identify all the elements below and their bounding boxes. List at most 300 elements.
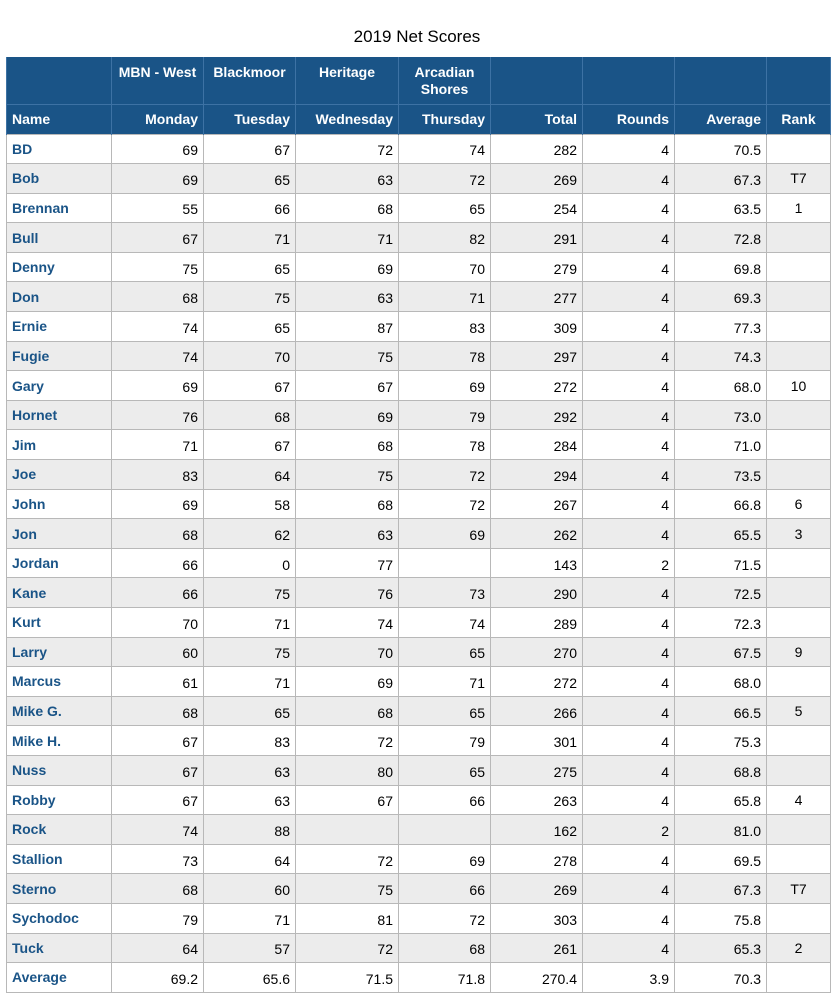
rank-value xyxy=(767,963,831,993)
score-tuesday: 65 xyxy=(204,164,296,194)
score-tuesday: 60 xyxy=(204,874,296,904)
score-thursday: 72 xyxy=(399,489,491,519)
score-monday: 68 xyxy=(112,696,204,726)
score-tuesday: 71 xyxy=(204,608,296,638)
table-title: 2019 Net Scores xyxy=(353,27,481,46)
score-wednesday: 74 xyxy=(296,608,399,638)
score-monday: 69.2 xyxy=(112,963,204,993)
score-thursday: 71 xyxy=(399,667,491,697)
score-total: 301 xyxy=(491,726,583,756)
score-total: 282 xyxy=(491,134,583,164)
score-total: 270 xyxy=(491,637,583,667)
score-thursday: 78 xyxy=(399,341,491,371)
score-wednesday: 67 xyxy=(296,371,399,401)
column-header-total: Total xyxy=(491,104,583,134)
score-total: 289 xyxy=(491,608,583,638)
rank-value xyxy=(767,608,831,638)
score-total: 266 xyxy=(491,696,583,726)
rank-value: 9 xyxy=(767,637,831,667)
score-thursday: 78 xyxy=(399,430,491,460)
score-tuesday: 58 xyxy=(204,489,296,519)
score-thursday: 65 xyxy=(399,696,491,726)
rank-value xyxy=(767,903,831,933)
score-average: 73.0 xyxy=(675,400,767,430)
score-average: 73.5 xyxy=(675,460,767,490)
score-tuesday: 65 xyxy=(204,252,296,282)
score-total: 297 xyxy=(491,341,583,371)
venue-header-row xyxy=(7,57,831,104)
player-name: John xyxy=(7,489,112,519)
score-thursday: 83 xyxy=(399,312,491,342)
column-header-name: Name xyxy=(7,104,112,134)
player-name: Joe xyxy=(7,460,112,490)
score-monday: 74 xyxy=(112,312,204,342)
score-wednesday: 76 xyxy=(296,578,399,608)
score-wednesday: 75 xyxy=(296,341,399,371)
rank-value xyxy=(767,578,831,608)
score-wednesday: 75 xyxy=(296,874,399,904)
table-row xyxy=(7,726,831,756)
player-name: Fugie xyxy=(7,341,112,371)
table-row xyxy=(7,578,831,608)
score-average: 67.3 xyxy=(675,874,767,904)
player-name: Nuss xyxy=(7,755,112,785)
rounds-count: 3.9 xyxy=(583,963,675,993)
score-total: 303 xyxy=(491,903,583,933)
score-average: 75.3 xyxy=(675,726,767,756)
rounds-count: 4 xyxy=(583,785,675,815)
score-wednesday: 72 xyxy=(296,933,399,963)
average-row xyxy=(7,963,831,993)
score-total: 272 xyxy=(491,667,583,697)
score-monday: 68 xyxy=(112,282,204,312)
score-average: 69.8 xyxy=(675,252,767,282)
score-thursday: 72 xyxy=(399,903,491,933)
player-name: Robby xyxy=(7,785,112,815)
score-tuesday: 63 xyxy=(204,755,296,785)
score-average: 75.8 xyxy=(675,903,767,933)
score-average: 65.8 xyxy=(675,785,767,815)
score-total: 291 xyxy=(491,223,583,253)
player-name: Brennan xyxy=(7,193,112,223)
score-average: 81.0 xyxy=(675,815,767,845)
venue-rank-blank xyxy=(767,57,831,104)
table-row xyxy=(7,874,831,904)
venue-name-blank xyxy=(7,57,112,104)
player-name: Jim xyxy=(7,430,112,460)
rounds-count: 4 xyxy=(583,578,675,608)
rank-value: 4 xyxy=(767,785,831,815)
rank-value xyxy=(767,341,831,371)
player-name: Gary xyxy=(7,371,112,401)
score-tuesday: 83 xyxy=(204,726,296,756)
rank-value: 1 xyxy=(767,193,831,223)
score-wednesday: 63 xyxy=(296,519,399,549)
rounds-count: 4 xyxy=(583,282,675,312)
rank-value: 2 xyxy=(767,933,831,963)
score-monday: 79 xyxy=(112,903,204,933)
score-wednesday: 77 xyxy=(296,548,399,578)
player-name: Hornet xyxy=(7,400,112,430)
score-total: 261 xyxy=(491,933,583,963)
score-average: 66.8 xyxy=(675,489,767,519)
score-tuesday: 63 xyxy=(204,785,296,815)
table-row xyxy=(7,608,831,638)
score-average: 67.5 xyxy=(675,637,767,667)
rounds-count: 2 xyxy=(583,548,675,578)
score-monday: 69 xyxy=(112,371,204,401)
score-wednesday: 63 xyxy=(296,282,399,312)
score-total: 294 xyxy=(491,460,583,490)
score-thursday xyxy=(399,548,491,578)
score-wednesday xyxy=(296,815,399,845)
rank-value xyxy=(767,312,831,342)
player-name: Sterno xyxy=(7,874,112,904)
score-monday: 68 xyxy=(112,874,204,904)
player-name: Average xyxy=(7,963,112,993)
table-row xyxy=(7,519,831,549)
rounds-count: 4 xyxy=(583,933,675,963)
score-wednesday: 72 xyxy=(296,726,399,756)
score-monday: 70 xyxy=(112,608,204,638)
score-tuesday: 67 xyxy=(204,371,296,401)
player-name: Bob xyxy=(7,164,112,194)
table-row xyxy=(7,696,831,726)
score-thursday: 71.8 xyxy=(399,963,491,993)
venue-tuesday: Blackmoor xyxy=(204,57,296,104)
score-average: 69.3 xyxy=(675,282,767,312)
score-thursday: 72 xyxy=(399,164,491,194)
score-total: 272 xyxy=(491,371,583,401)
score-thursday: 65 xyxy=(399,637,491,667)
score-monday: 66 xyxy=(112,548,204,578)
player-name: Ernie xyxy=(7,312,112,342)
table-row xyxy=(7,489,831,519)
venue-monday: MBN - West xyxy=(112,57,204,104)
score-average: 68.0 xyxy=(675,667,767,697)
score-wednesday: 69 xyxy=(296,400,399,430)
rounds-count: 4 xyxy=(583,312,675,342)
score-tuesday: 57 xyxy=(204,933,296,963)
rounds-count: 4 xyxy=(583,667,675,697)
venue-total-blank xyxy=(491,57,583,104)
score-average: 67.3 xyxy=(675,164,767,194)
score-wednesday: 63 xyxy=(296,164,399,194)
rank-value xyxy=(767,430,831,460)
score-monday: 68 xyxy=(112,519,204,549)
player-name: Kane xyxy=(7,578,112,608)
score-total: 270.4 xyxy=(491,963,583,993)
score-wednesday: 68 xyxy=(296,696,399,726)
score-wednesday: 68 xyxy=(296,430,399,460)
table-row xyxy=(7,844,831,874)
rounds-count: 4 xyxy=(583,637,675,667)
score-tuesday: 65.6 xyxy=(204,963,296,993)
table-row xyxy=(7,312,831,342)
rank-value xyxy=(767,282,831,312)
rank-value: 3 xyxy=(767,519,831,549)
score-total: 143 xyxy=(491,548,583,578)
player-name: Kurt xyxy=(7,608,112,638)
score-average: 65.5 xyxy=(675,519,767,549)
score-average: 72.5 xyxy=(675,578,767,608)
rounds-count: 4 xyxy=(583,696,675,726)
score-wednesday: 75 xyxy=(296,460,399,490)
score-average: 71.0 xyxy=(675,430,767,460)
score-tuesday: 88 xyxy=(204,815,296,845)
score-thursday: 71 xyxy=(399,282,491,312)
table-header xyxy=(7,57,831,134)
table-row xyxy=(7,637,831,667)
score-average: 68.0 xyxy=(675,371,767,401)
rank-value: 5 xyxy=(767,696,831,726)
rank-value xyxy=(767,223,831,253)
score-monday: 60 xyxy=(112,637,204,667)
rounds-count: 4 xyxy=(583,726,675,756)
rounds-count: 4 xyxy=(583,460,675,490)
rank-value: T7 xyxy=(767,874,831,904)
score-monday: 69 xyxy=(112,489,204,519)
score-wednesday: 68 xyxy=(296,489,399,519)
score-total: 269 xyxy=(491,164,583,194)
player-name: Denny xyxy=(7,252,112,282)
table-row xyxy=(7,815,831,845)
score-thursday: 65 xyxy=(399,755,491,785)
player-name: Mike G. xyxy=(7,696,112,726)
table-row xyxy=(7,430,831,460)
player-name: Rock xyxy=(7,815,112,845)
rank-value xyxy=(767,400,831,430)
venue-wednesday: Heritage xyxy=(296,57,399,104)
score-total: 279 xyxy=(491,252,583,282)
table-row xyxy=(7,667,831,697)
column-header-rounds: Rounds xyxy=(583,104,675,134)
score-monday: 83 xyxy=(112,460,204,490)
rank-value xyxy=(767,815,831,845)
score-average: 63.5 xyxy=(675,193,767,223)
score-monday: 75 xyxy=(112,252,204,282)
score-monday: 73 xyxy=(112,844,204,874)
player-name: Don xyxy=(7,282,112,312)
column-header-wednesday: Wednesday xyxy=(296,104,399,134)
rounds-count: 4 xyxy=(583,874,675,904)
score-average: 65.3 xyxy=(675,933,767,963)
rounds-count: 2 xyxy=(583,815,675,845)
player-name: Bull xyxy=(7,223,112,253)
rounds-count: 4 xyxy=(583,252,675,282)
score-wednesday: 72 xyxy=(296,844,399,874)
score-tuesday: 75 xyxy=(204,578,296,608)
column-header-row xyxy=(7,104,831,134)
score-monday: 67 xyxy=(112,223,204,253)
score-total: 275 xyxy=(491,755,583,785)
rounds-count: 4 xyxy=(583,223,675,253)
score-monday: 67 xyxy=(112,785,204,815)
score-monday: 55 xyxy=(112,193,204,223)
rank-value xyxy=(767,726,831,756)
player-name: Jon xyxy=(7,519,112,549)
rounds-count: 4 xyxy=(583,489,675,519)
table-row xyxy=(7,223,831,253)
score-thursday: 82 xyxy=(399,223,491,253)
score-thursday: 69 xyxy=(399,844,491,874)
table-row xyxy=(7,755,831,785)
player-name: Larry xyxy=(7,637,112,667)
rounds-count: 4 xyxy=(583,430,675,460)
score-total: 267 xyxy=(491,489,583,519)
score-thursday: 66 xyxy=(399,874,491,904)
score-average: 71.5 xyxy=(675,548,767,578)
score-average: 72.8 xyxy=(675,223,767,253)
score-tuesday: 67 xyxy=(204,430,296,460)
table-row xyxy=(7,282,831,312)
rounds-count: 4 xyxy=(583,844,675,874)
score-total: 254 xyxy=(491,193,583,223)
score-wednesday: 70 xyxy=(296,637,399,667)
score-average: 72.3 xyxy=(675,608,767,638)
score-tuesday: 71 xyxy=(204,667,296,697)
rank-value: 6 xyxy=(767,489,831,519)
score-monday: 64 xyxy=(112,933,204,963)
score-tuesday: 66 xyxy=(204,193,296,223)
column-header-tuesday: Tuesday xyxy=(204,104,296,134)
score-wednesday: 68 xyxy=(296,193,399,223)
score-monday: 76 xyxy=(112,400,204,430)
player-name: Mike H. xyxy=(7,726,112,756)
player-name: Tuck xyxy=(7,933,112,963)
rank-value xyxy=(767,252,831,282)
column-header-monday: Monday xyxy=(112,104,204,134)
table-row xyxy=(7,193,831,223)
table-row xyxy=(7,371,831,401)
rounds-count: 4 xyxy=(583,193,675,223)
score-thursday xyxy=(399,815,491,845)
score-average: 74.3 xyxy=(675,341,767,371)
venue-average-blank xyxy=(675,57,767,104)
rounds-count: 4 xyxy=(583,903,675,933)
table-row xyxy=(7,460,831,490)
score-tuesday: 71 xyxy=(204,903,296,933)
player-name: BD xyxy=(7,134,112,164)
score-total: 262 xyxy=(491,519,583,549)
table-body xyxy=(7,134,831,992)
score-tuesday: 67 xyxy=(204,134,296,164)
score-wednesday: 81 xyxy=(296,903,399,933)
score-average: 70.5 xyxy=(675,134,767,164)
score-wednesday: 67 xyxy=(296,785,399,815)
score-thursday: 72 xyxy=(399,460,491,490)
score-thursday: 69 xyxy=(399,371,491,401)
score-wednesday: 69 xyxy=(296,252,399,282)
score-total: 269 xyxy=(491,874,583,904)
column-header-average: Average xyxy=(675,104,767,134)
score-thursday: 69 xyxy=(399,519,491,549)
score-monday: 71 xyxy=(112,430,204,460)
rank-value xyxy=(767,460,831,490)
column-header-thursday: Thursday xyxy=(399,104,491,134)
score-average: 69.5 xyxy=(675,844,767,874)
venue-rounds-blank xyxy=(583,57,675,104)
rounds-count: 4 xyxy=(583,164,675,194)
score-tuesday: 68 xyxy=(204,400,296,430)
score-thursday: 68 xyxy=(399,933,491,963)
rank-value xyxy=(767,667,831,697)
rounds-count: 4 xyxy=(583,608,675,638)
player-name: Sychodoc xyxy=(7,903,112,933)
table-row xyxy=(7,252,831,282)
score-tuesday: 75 xyxy=(204,637,296,667)
table-row xyxy=(7,164,831,194)
table-row xyxy=(7,400,831,430)
player-name: Stallion xyxy=(7,844,112,874)
score-thursday: 74 xyxy=(399,134,491,164)
table-row xyxy=(7,548,831,578)
score-monday: 74 xyxy=(112,341,204,371)
score-tuesday: 62 xyxy=(204,519,296,549)
score-thursday: 70 xyxy=(399,252,491,282)
score-wednesday: 69 xyxy=(296,667,399,697)
score-tuesday: 65 xyxy=(204,312,296,342)
score-thursday: 79 xyxy=(399,726,491,756)
rank-value xyxy=(767,844,831,874)
score-total: 162 xyxy=(491,815,583,845)
score-total: 292 xyxy=(491,400,583,430)
score-average: 66.5 xyxy=(675,696,767,726)
score-monday: 67 xyxy=(112,755,204,785)
score-total: 277 xyxy=(491,282,583,312)
table-row xyxy=(7,785,831,815)
score-average: 70.3 xyxy=(675,963,767,993)
score-tuesday: 70 xyxy=(204,341,296,371)
score-tuesday: 65 xyxy=(204,696,296,726)
score-thursday: 73 xyxy=(399,578,491,608)
score-total: 263 xyxy=(491,785,583,815)
score-average: 77.3 xyxy=(675,312,767,342)
score-monday: 67 xyxy=(112,726,204,756)
rounds-count: 4 xyxy=(583,371,675,401)
rank-value xyxy=(767,134,831,164)
score-thursday: 79 xyxy=(399,400,491,430)
score-tuesday: 0 xyxy=(204,548,296,578)
score-monday: 69 xyxy=(112,134,204,164)
score-tuesday: 64 xyxy=(204,460,296,490)
score-tuesday: 71 xyxy=(204,223,296,253)
rank-value: 10 xyxy=(767,371,831,401)
rounds-count: 4 xyxy=(583,519,675,549)
table-row xyxy=(7,134,831,164)
rounds-count: 4 xyxy=(583,400,675,430)
rounds-count: 4 xyxy=(583,134,675,164)
score-tuesday: 75 xyxy=(204,282,296,312)
score-tuesday: 64 xyxy=(204,844,296,874)
score-total: 290 xyxy=(491,578,583,608)
rank-value xyxy=(767,755,831,785)
rank-value xyxy=(767,548,831,578)
venue-thursday: Arcadian Shores xyxy=(399,57,491,104)
score-monday: 61 xyxy=(112,667,204,697)
score-wednesday: 71 xyxy=(296,223,399,253)
rounds-count: 4 xyxy=(583,341,675,371)
table-row xyxy=(7,933,831,963)
score-total: 278 xyxy=(491,844,583,874)
net-scores-table xyxy=(6,57,831,993)
score-wednesday: 80 xyxy=(296,755,399,785)
column-header-rank: Rank xyxy=(767,104,831,134)
score-wednesday: 71.5 xyxy=(296,963,399,993)
score-total: 284 xyxy=(491,430,583,460)
table-row xyxy=(7,903,831,933)
score-monday: 69 xyxy=(112,164,204,194)
